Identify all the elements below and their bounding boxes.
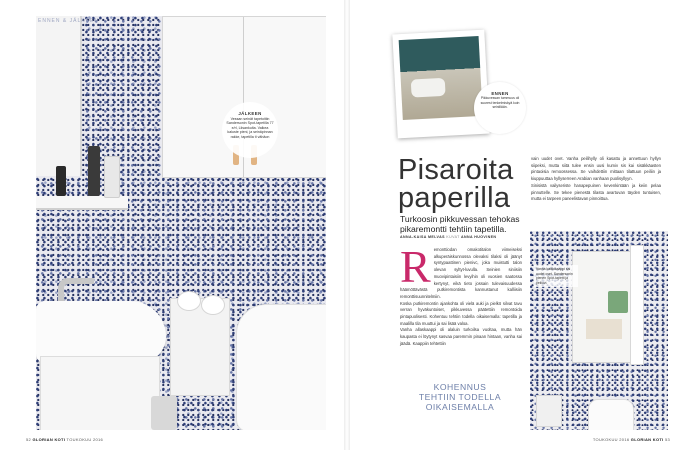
headline-line-1: Pisaroita <box>398 154 514 186</box>
paper-storage-bag <box>170 298 230 396</box>
brand-right: GLORIAN KOTI <box>630 437 664 442</box>
body-paragraph: Vanha allaskaappi oli alaluin turkoilsa vuoltaa, mutta hän kaupasta ei löytynyt sasvaa paremmin pinaan hintaan, vanha sai jäädä. Kaappiin tehtettiin <box>400 327 522 346</box>
brand-left: GLORIAN KOTI <box>32 437 66 442</box>
body-paragraph: Koska putkiremontin ajankohta oli vielä auki ja pielkö silvat tavu verran hyväkuntoiset, pikkuvessa päätettiin remontoida pintapuolisesti. Kohentuu tehtiin todella oikaisemalla: tapetilla ja maalilla tila muuttui ja sai lisää valoa. <box>400 300 522 326</box>
drop-cap: R <box>400 241 431 292</box>
before-photo-image <box>399 36 483 120</box>
lotion-bottle <box>88 146 100 196</box>
wall-shelf <box>36 196 128 210</box>
bathroom-after-photo <box>36 16 326 430</box>
headline <box>398 156 528 212</box>
body-paragraph: Sinisistä vailyseriste hanapepuinen kevenkintään ja keiin pelaa pinnuttelle. Se tekee pienestä tilasta avartuvan täyden tuntuisen, mutta ei tarpeen paneelistavan pinnoittua. <box>531 182 661 202</box>
pull-quote-line: TEHTIIN TODELLA <box>418 391 502 402</box>
footer-left <box>26 437 103 442</box>
pull-quote <box>402 383 518 412</box>
headline-line-2: paperilla <box>398 182 511 214</box>
body-paragraph: vain uudet ovet. Vanha peilihylly oli kasattu ja annettuun hyllyn siipeksi, mutta siitä tulee ensin uusi kumiv sis kai sisäkkäasten pintaoisia remoossessa. Se vaihdettiin mittaan tilattuun peiliin ja kiuppuuttaa hyllyserreen Arabian vanhaan puolisyllyyn. <box>531 156 661 182</box>
body-column-2 <box>531 156 661 203</box>
basket <box>536 395 562 427</box>
body-paragraph: emonttiodan omakotitalon viimeiseksi alkuperäiskunnossa olevaksi tilaksi oli jäänyt syntypaattinen pienivc, joka muistutti talon olevan syltyt-luvulla. Seinien siniisiin muovipintaisiin levyihin oli vuosien saatossa kertynyt, eikä tieto jossain tulevaisuudessa häämöttävästä putkiremontista kannustanut kalliisiin remonttisuunnitelmiin. <box>400 247 522 299</box>
issue-right: TOUKOKUU 2016 <box>592 437 630 442</box>
cabinet-mirror-door <box>630 245 644 365</box>
glass-jar <box>104 156 120 198</box>
photo-caption: Vanha kaikkikaappi sai uudet ovet. Sandersonin pienen Spot-tapetti ja peiliovi. <box>534 265 578 287</box>
before-bubble <box>474 82 526 134</box>
byline <box>400 235 540 239</box>
soap-bottle <box>56 166 66 196</box>
after-tag: JÄLKEEN <box>238 111 262 116</box>
mirror <box>36 16 82 176</box>
toilet <box>588 399 634 430</box>
toilet-roll <box>177 291 201 311</box>
after-text: Vessan seinät tapetoitiin Sandersonin Spot-tapetilla 77 e/rl, Liisankulta. Valkea kaluste pieni, ja seinäpinnan rakke, tapetilla ti vähäon <box>226 116 274 139</box>
old-sink <box>411 78 446 98</box>
deck: Turkoosin pikkuvessan tehokas pikaremontti tehtiin tapetilla. <box>400 214 520 234</box>
folded-towels <box>586 319 622 339</box>
author-name: ANNA-KAISA MELVAS <box>400 235 445 239</box>
pull-quote-line: OIKAISEMALLA <box>425 401 495 412</box>
cabinet-detail-photo <box>530 231 668 430</box>
section-tag: ENNEN & JÄLKEEN <box>38 18 99 24</box>
folio-left: 52 <box>26 437 32 442</box>
green-box <box>608 291 628 313</box>
folio-right: 53 <box>664 437 670 442</box>
page-gutter <box>344 0 350 450</box>
before-tag: ENNEN <box>491 91 509 96</box>
toilet <box>236 304 326 430</box>
toilet-roll <box>201 295 225 315</box>
after-bubble <box>222 102 278 158</box>
before-photo <box>392 30 489 139</box>
photographer-name: ANNA HUOVINEN <box>461 235 497 239</box>
photo-label: KUVAT <box>446 235 460 239</box>
footer-right <box>593 437 670 442</box>
before-text: Pikkuvessan tummuus oli suurest tenkelmiskyä kuin seinillään. <box>480 96 520 110</box>
vanity-cabinet <box>40 356 160 430</box>
pull-quote-line: KOHENNUS <box>433 382 487 392</box>
issue-left: TOUKOKUU 2016 <box>66 437 104 442</box>
sink <box>36 301 166 363</box>
body-column-1 <box>400 241 522 348</box>
waste-bin <box>151 396 177 430</box>
